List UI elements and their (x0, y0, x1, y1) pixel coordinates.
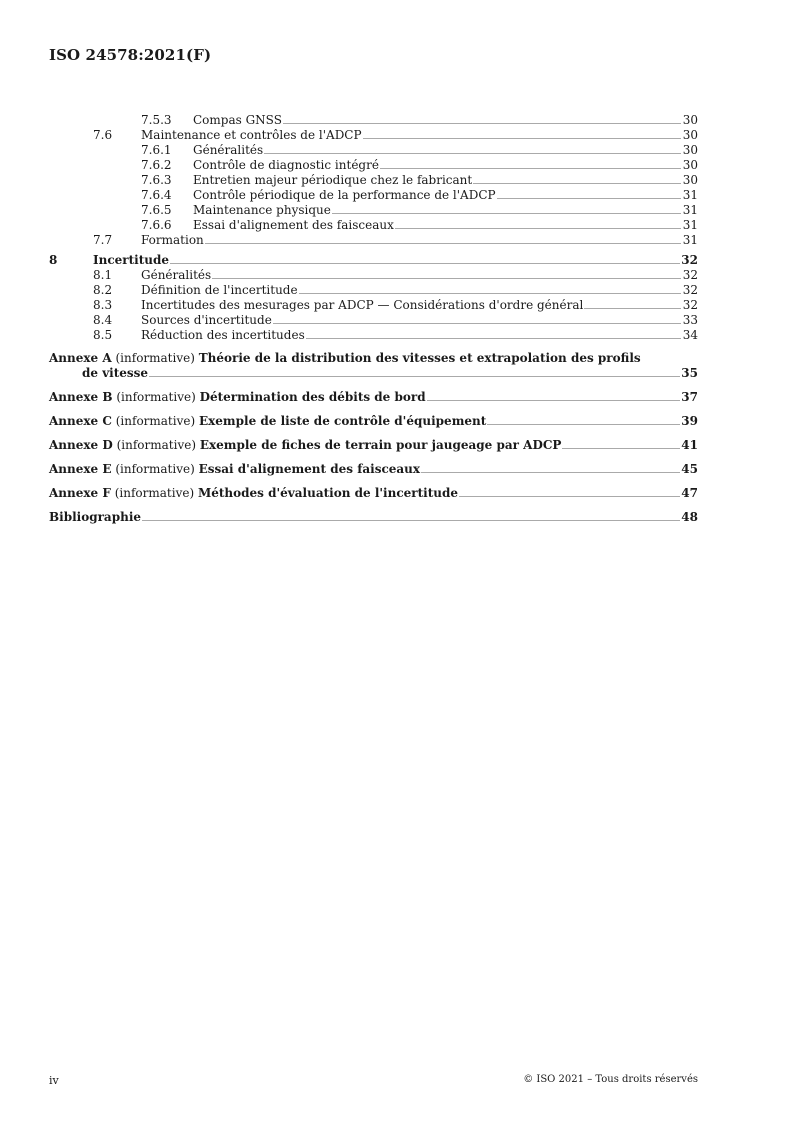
toc-entry-number: 7.6.6 (141, 218, 172, 232)
toc-entry[interactable] (49, 143, 698, 158)
toc-chapter-entry[interactable] (49, 252, 698, 268)
toc-entry[interactable] (49, 298, 698, 313)
toc-entry[interactable] (49, 158, 698, 173)
toc-entry-number: 8.5 (93, 328, 113, 342)
toc-entry-number: 7.6.3 (141, 173, 172, 187)
toc-entry-page: 33 (682, 313, 698, 327)
toc-entry-number: 7.5.3 (141, 113, 172, 127)
annex-label: Annexe E (49, 462, 112, 476)
annex-kind: (informative) (115, 351, 195, 365)
annex-title: Détermination des débits de bord (199, 390, 426, 404)
toc-entry-title: Formation (141, 233, 204, 247)
toc-entry-title: Généralités (193, 143, 264, 157)
toc-annex-entry[interactable] (49, 413, 698, 429)
toc-entry-number: 7.6 (93, 128, 113, 142)
toc-entry[interactable] (49, 188, 698, 203)
toc-entry-page: 32 (682, 298, 698, 312)
toc-entry-title: Incertitude (93, 253, 169, 267)
toc-entry[interactable] (49, 203, 698, 218)
toc-entry-title: Définition de l'incertitude (141, 283, 298, 297)
toc-entry-title: Réduction des incertitudes (141, 328, 305, 342)
annex-page: 39 (681, 414, 698, 428)
toc-entry-page: 32 (682, 268, 698, 282)
dot-leader (487, 423, 680, 426)
toc-entry-page: 31 (682, 218, 698, 232)
toc-entry[interactable] (49, 173, 698, 188)
toc-entry[interactable] (49, 128, 698, 143)
toc-annex-entry[interactable] (49, 389, 698, 405)
toc-entry-page: 30 (682, 143, 698, 157)
dot-leader (473, 182, 681, 185)
dot-leader (332, 212, 681, 215)
toc-annex-entry[interactable] (49, 437, 698, 453)
annex-label: Annexe A (49, 351, 112, 365)
toc-entry-title: Maintenance et contrôles de l'ADCP (141, 128, 362, 142)
toc-entry-number: 8.3 (93, 298, 113, 312)
annex-kind: (informative) (116, 438, 197, 452)
dot-leader (395, 227, 681, 230)
dot-leader (497, 197, 681, 200)
toc-entry-title: Incertitudes des mesurages par ADCP — Considérations d'ordre général (141, 298, 584, 312)
toc-entry-number: 7.7 (93, 233, 113, 247)
dot-leader (212, 277, 681, 280)
page-number: iv (49, 1074, 59, 1087)
annex-title: Exemple de fiches de terrain pour jaugeage par ADCP (199, 438, 562, 452)
dot-leader (427, 399, 681, 402)
bibliography-page: 48 (681, 510, 698, 524)
toc-bibliography-entry[interactable] (49, 509, 698, 525)
toc-entry[interactable] (49, 283, 698, 298)
toc-entry-page: 34 (682, 328, 698, 342)
toc-entry-page: 31 (682, 203, 698, 217)
dot-leader (283, 122, 681, 125)
annex-title: Exemple de liste de contrôle d'équipement (198, 414, 487, 428)
toc-entry-page: 30 (682, 158, 698, 172)
annex-title: Théorie de la distribution des vitesses et extrapolation des profils (198, 351, 641, 365)
toc-entry-title: Compas GNSS (193, 113, 282, 127)
toc-entry[interactable] (49, 113, 698, 128)
annex-kind: (informative) (116, 390, 196, 404)
dot-leader (142, 519, 680, 522)
dot-leader (149, 375, 680, 378)
annex-label: Annexe B (49, 390, 113, 404)
toc-entry-title: Sources d'incertitude (141, 313, 272, 327)
annex-title: Méthodes d'évaluation de l'incertitude (197, 486, 458, 500)
toc-entry-number: 8 (49, 253, 58, 267)
toc-entry-page: 32 (681, 253, 698, 267)
dot-leader (264, 152, 681, 155)
toc-entry-page: 31 (682, 188, 698, 202)
annex-kind: (informative) (114, 486, 195, 500)
annex-page: 35 (681, 366, 698, 380)
dot-leader (363, 137, 681, 140)
toc-entry-title: Maintenance physique (193, 203, 331, 217)
annex-title-continuation: de vitesse (82, 366, 149, 380)
annex-page: 45 (681, 462, 698, 476)
annex-label: Annexe D (49, 438, 113, 452)
toc-entry-page: 31 (682, 233, 698, 247)
annex-title: Essai d'alignement des faisceaux (198, 462, 421, 476)
annex-kind: (informative) (115, 414, 196, 428)
bibliography-title: Bibliographie (49, 510, 142, 524)
annex-page: 37 (681, 390, 698, 404)
toc-entry[interactable] (49, 233, 698, 248)
toc-entry-title: Entretien majeur périodique chez le fabricant (193, 173, 473, 187)
dot-leader (562, 447, 680, 450)
toc-entry-page: 30 (682, 128, 698, 142)
toc-annex-entry[interactable] (49, 485, 698, 501)
dot-leader (380, 167, 681, 170)
dot-leader (306, 337, 681, 340)
toc-entry-number: 7.6.1 (141, 143, 172, 157)
toc-entry-page: 32 (682, 283, 698, 297)
toc-entry-number: 7.6.4 (141, 188, 172, 202)
dot-leader (299, 292, 681, 295)
toc-entry-number: 8.2 (93, 283, 113, 297)
toc-entry[interactable] (49, 268, 698, 283)
dot-leader (459, 495, 680, 498)
annex-page: 41 (681, 438, 698, 452)
toc-entry-page: 30 (682, 113, 698, 127)
toc-annex-entry[interactable] (49, 461, 698, 477)
toc-entry[interactable] (49, 218, 698, 233)
toc-entry[interactable] (49, 313, 698, 328)
toc-entry-title: Contrôle de diagnostic intégré (193, 158, 379, 172)
toc-entry[interactable] (49, 328, 698, 343)
toc-annex-entry[interactable] (49, 351, 698, 381)
document-id-header: ISO 24578:2021(F) (49, 46, 212, 64)
toc-entry-page: 30 (682, 173, 698, 187)
dot-leader (421, 471, 680, 474)
toc-entry-number: 7.6.5 (141, 203, 172, 217)
table-of-contents (49, 113, 698, 525)
dot-leader (170, 262, 680, 265)
annex-kind: (informative) (115, 462, 195, 476)
toc-entry-number: 8.4 (93, 313, 113, 327)
annex-label: Annexe C (49, 414, 112, 428)
annex-label: Annexe F (49, 486, 111, 500)
copyright-notice: © ISO 2021 – Tous droits réservés (523, 1074, 698, 1085)
toc-entry-title: Généralités (141, 268, 212, 282)
toc-entry-title: Contrôle périodique de la performance de l'ADCP (193, 188, 496, 202)
dot-leader (205, 242, 681, 245)
annex-page: 47 (681, 486, 698, 500)
dot-leader (584, 307, 681, 310)
toc-entry-number: 7.6.2 (141, 158, 172, 172)
toc-entry-number: 8.1 (93, 268, 113, 282)
toc-entry-title: Essai d'alignement des faisceaux (193, 218, 394, 232)
dot-leader (273, 322, 681, 325)
